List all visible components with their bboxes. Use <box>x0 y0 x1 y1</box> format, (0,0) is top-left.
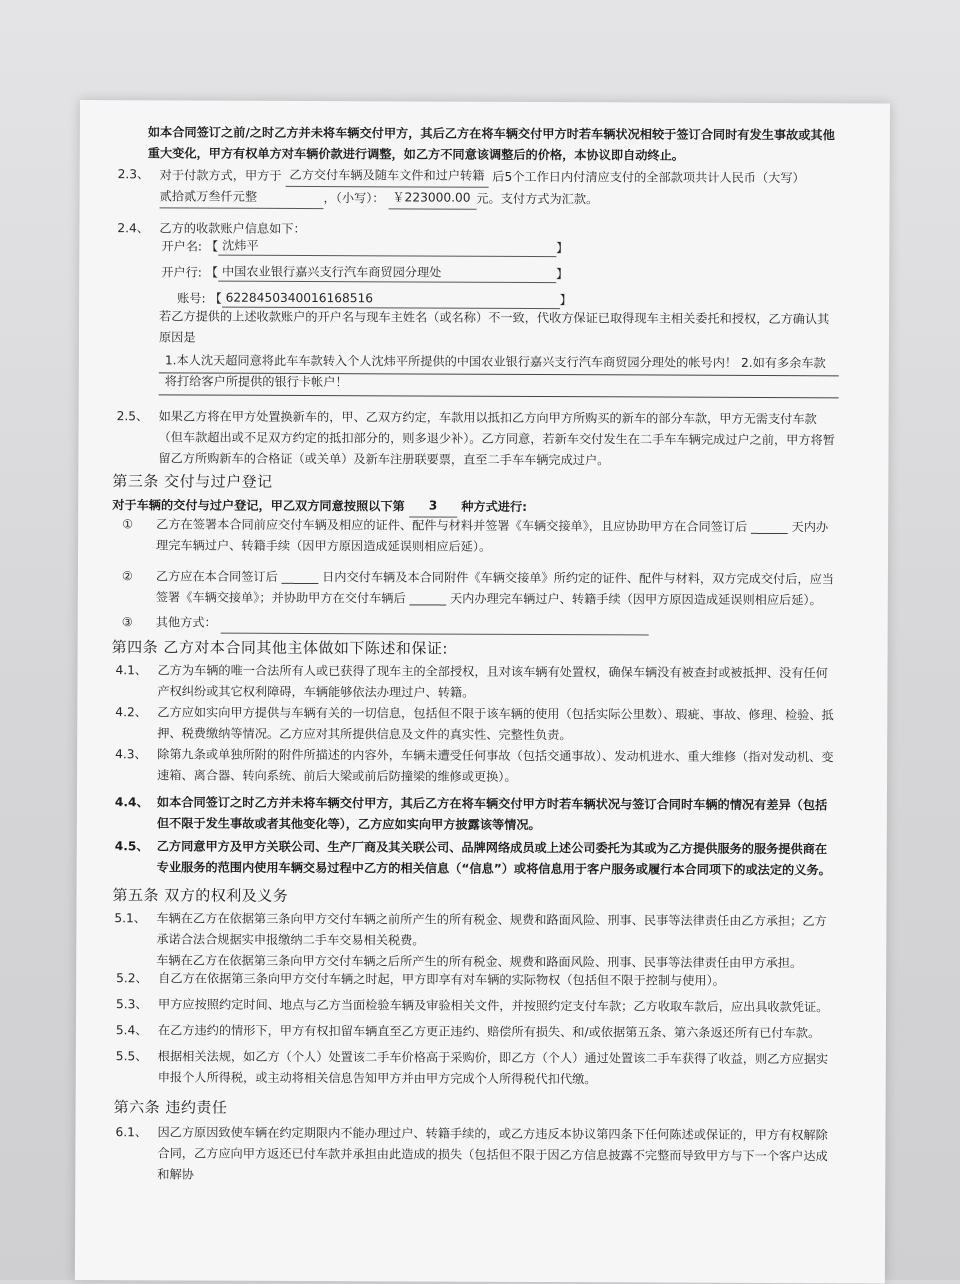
clause-number: 5.2、 <box>116 971 148 986</box>
clause-2-5 <box>116 406 837 468</box>
clause-number: 5.4、 <box>115 1023 148 1038</box>
amount-upper-field: 贰拾贰万叁仟元整 <box>160 186 324 209</box>
clause-number: 5.5、 <box>115 1049 148 1064</box>
option-1-text: 乙方在签署本合同前应交付车辆及相应的证件、配件与材料并签署《车辆交接单》，且应协助甲方在合同签订后 ______ 天内办理完车辆过户、转籍手续（因甲方原因造成延误则相应后延）。 <box>156 517 829 554</box>
article-4-heading: 第四条 乙方对本合同其他主体做如下陈述和保证: <box>111 638 448 658</box>
bracket-close: 】 <box>559 293 572 308</box>
account-bank-label: 开户行: <box>161 265 202 280</box>
clause-text: 在乙方违约的情形下，甲方有权扣留车辆直至乙方更正违约、赔偿所有损失、和/或依据第五条、第六条返还所有已付车款。 <box>157 1023 821 1041</box>
account-number-label: 账号: <box>177 291 206 306</box>
option-2-mark: ② <box>121 569 133 584</box>
clause-text: 乙方为车辆的唯一合法所有人或已获得了现车主的全部授权，且对该车辆有处置权，确保车辆没有被查封或被抵押、没有任何产权纠纷或其它权利障碍，车辆能够依法办理过户、转籍。 <box>157 663 828 700</box>
account-name-label: 开户名: <box>161 239 203 254</box>
payment-post-text: 后5个工作日内付清应支付的全部款项共计人民币（大写） <box>492 169 805 186</box>
bracket-close: 】 <box>555 267 569 282</box>
clause-number: 2.5、 <box>116 409 149 424</box>
account-name-row <box>161 236 568 257</box>
clause-5-1 <box>114 908 836 971</box>
clause-number: 4.3、 <box>115 747 147 762</box>
clause-5-5 <box>115 1046 838 1087</box>
clause-text <box>160 164 838 211</box>
clause-text: 如果乙方将在甲方处置换新车的，甲、乙双方约定，车款用以抵扣乙方向甲方所购买的新车的部分车款，甲方无需支付车款（但车款超出或不足双方约定的抵扣部分的，则多退少补）。乙方同意，若新车交付发生在二手车车辆完成过户之前，甲方将暂留乙方所购新车的合格证（或关单）及新车注册联要票，直至二手车车辆完成过户。 <box>158 409 835 468</box>
lead-post: 种方式进行: <box>461 499 528 514</box>
account-bank-field: 中国农业银行嘉兴支行汽车商贸园分理处 <box>218 263 556 283</box>
clause-text: 根据相关法规，如乙方（个人）处置该二手车价格高于采购价，即乙方（个人）通过处置该二手车获得了收益，则乙方应据实申报个人所得税，或主动将相关信息告知甲方并由甲方完成个人所得税代扣代缴。 <box>157 1049 829 1087</box>
option-3-mark: ③ <box>121 615 133 630</box>
account-info-title: 乙方的收款账户信息如下： <box>159 221 306 236</box>
account-number-field: 6228450340016168516 <box>222 289 560 309</box>
article-3-heading: 第三条 交付与过户登记 <box>112 472 273 491</box>
clause-number: 2.4、 <box>117 221 150 236</box>
clause-text: 除第九条或单独所附的附件所描述的内容外，车辆未遭受任何事故（包括交通事故）、发动机进水、重大维修（指对发动机、变速箱、离合器、转向系统、前后大梁或前后防撞梁的维修或更换）。 <box>157 747 834 784</box>
account-mismatch-reason: 1.本人沈天超同意将此车车款转入个人沈炜平所提供的中国农业银行嘉兴支行汽车商贸园分理处的帐号内！ 2.如有多余车款将打给客户所提供的银行卡帐户！ <box>164 353 826 390</box>
bracket-open: 【 <box>209 291 222 306</box>
clause-text: 自乙方在依据第三条向甲方交付车辆之时起，甲方即享有对车辆的实际物权（包括但不限于控制与使用）。 <box>158 971 725 988</box>
article-6-heading: 第六条 违约责任 <box>113 1098 228 1117</box>
clause-text: 乙方应如实向甲方提供与车辆有关的一切信息，包括但不限于该车辆的使用（包括实际公里数）、瑕疵、事故、修理、检验、抵押、税费缴纳等情况。乙方应对其所提供信息及文件的真实性、完整性负责。 <box>157 705 834 743</box>
clause-number: 4.4、 <box>114 795 149 810</box>
clause-5-1-part1: 车辆在乙方在依据第三条向甲方交付车辆之前所产生的所有税金、规费和路面风险、刑事、民事等法律责任由乙方承担；乙方承诺合法合规据实申报缴纳二手车交易相关税费。 <box>156 911 827 948</box>
clause-text: 如本合同签订之时乙方并未将车辆交付甲方，其后乙方在将车辆交付甲方时若车辆状况与签订合同时车辆的情况有差异（包括但不限于发生事故或者其他变化等），乙方应如实向甲方披露该等情况。 <box>156 795 828 833</box>
bracket-close: 】 <box>556 241 569 256</box>
clause-5-1-part2: 车辆在乙方在依据第三条向甲方交付车辆之后所产生的所有税金、规费和路面风险、刑事、民事等法律责任由甲方承担。 <box>156 953 803 971</box>
clause-number: 4.1、 <box>115 663 148 678</box>
clause-2-4 <box>117 218 837 236</box>
clause-number: 6.1、 <box>115 1125 148 1140</box>
bracket-open: 【 <box>205 239 219 254</box>
clause-number: 5.1、 <box>114 911 147 926</box>
option-3-label: 其他方式： <box>155 615 217 630</box>
clause-number: 2.3、 <box>117 167 150 182</box>
small-label: ，（小写）： <box>323 191 385 206</box>
clause-2-3 <box>118 164 838 211</box>
delivery-option-1 <box>116 514 838 561</box>
payment-pre-text: 对于付款方式，甲方于 <box>159 168 282 183</box>
clause-5-4 <box>115 1020 838 1041</box>
clause-4-1 <box>115 660 838 700</box>
article-5-heading: 第五条 双方的权利及义务 <box>112 886 289 905</box>
clause-text: 因乙方原因致使车辆在约定期限内不能办理过户、转籍手续的，或乙方违反本协议第四条下任何陈述或保证的，甲方有权解除合同，乙方应向甲方返还已付车款并承担由此造成的损失（包括但不限于因乙方信息披露不完整而导致甲方与下一个客户达成和解协 <box>157 1125 828 1182</box>
account-name-field: 沈炜平 <box>218 237 556 257</box>
bracket-open: 【 <box>205 265 219 280</box>
delivery-option-2 <box>116 566 838 613</box>
clause-text <box>156 908 836 974</box>
payment-method-note: 元。支付方式为汇款。 <box>476 191 599 207</box>
option-2-text: 乙方应在本合同签订后 ______ 日内交付车辆及本合同附件《车辆交接单》所约定的证件、配件与材料，双方完成交付后，应当签署《车辆交接单》；并协助甲方在交付车辆后 ______ 天内办理完车辆过户、转籍手续（因甲方原因造成延误则相应后延）。 <box>155 569 835 608</box>
option-3-text <box>156 612 838 636</box>
other-method-field <box>220 617 648 636</box>
intro-paragraph: 如本合同签订之前/之时乙方并未将车辆交付甲方，其后乙方在将车辆交付甲方时若车辆状况相较于签订合同时有发生事故或其他重大变化，甲方有权单方对车辆价款进行调整，如乙方不同意该调整后的价格，本协议即自动终止。 <box>147 125 835 163</box>
clause-text: 甲方应按照约定时间、地点与乙方当面检验车辆及审验相关文件，并按照约定支付车款；乙方收取车款后，应出具收款凭证。 <box>158 997 829 1015</box>
clause-number: 4.2、 <box>115 705 147 720</box>
contract-page <box>75 100 890 1284</box>
lead-pre: 对于车辆的交付与过户登记，甲乙双方同意按照以下第 <box>112 498 405 514</box>
clause-number: 5.3、 <box>116 997 148 1012</box>
clause-4-4 <box>114 792 837 833</box>
delivery-option-field: 3 <box>409 495 457 517</box>
account-mismatch-note: 若乙方提供的上述收款账户的开户名与现车主姓名（或名称）不一致，代收方保证已取得现车主相关委托和授权，乙方确认其原因是 <box>158 309 830 345</box>
payment-method-field: 乙方交付车辆及随车文件和过户转籍 <box>285 165 488 188</box>
clause-6-1 <box>115 1122 838 1182</box>
clause-5-3 <box>116 994 838 1015</box>
clause-text: 乙方同意甲方及甲方关联公司、生产厂商及其关联公司、品牌网络成员或上述公司委托为其或为乙方提供服务的服务提供商在专业服务的范围内使用车辆交易过程中乙方的相关信息（“信息”）或将信息用于客户服务或履行本合同项下的或法定的义务。 <box>156 839 831 878</box>
option-1-mark: ① <box>122 517 134 532</box>
reason-underline-2 <box>159 394 839 398</box>
account-bank-row <box>161 262 568 283</box>
amount-lower-field: ￥223000.00 <box>388 187 476 209</box>
clause-number: 4.5、 <box>114 839 149 854</box>
